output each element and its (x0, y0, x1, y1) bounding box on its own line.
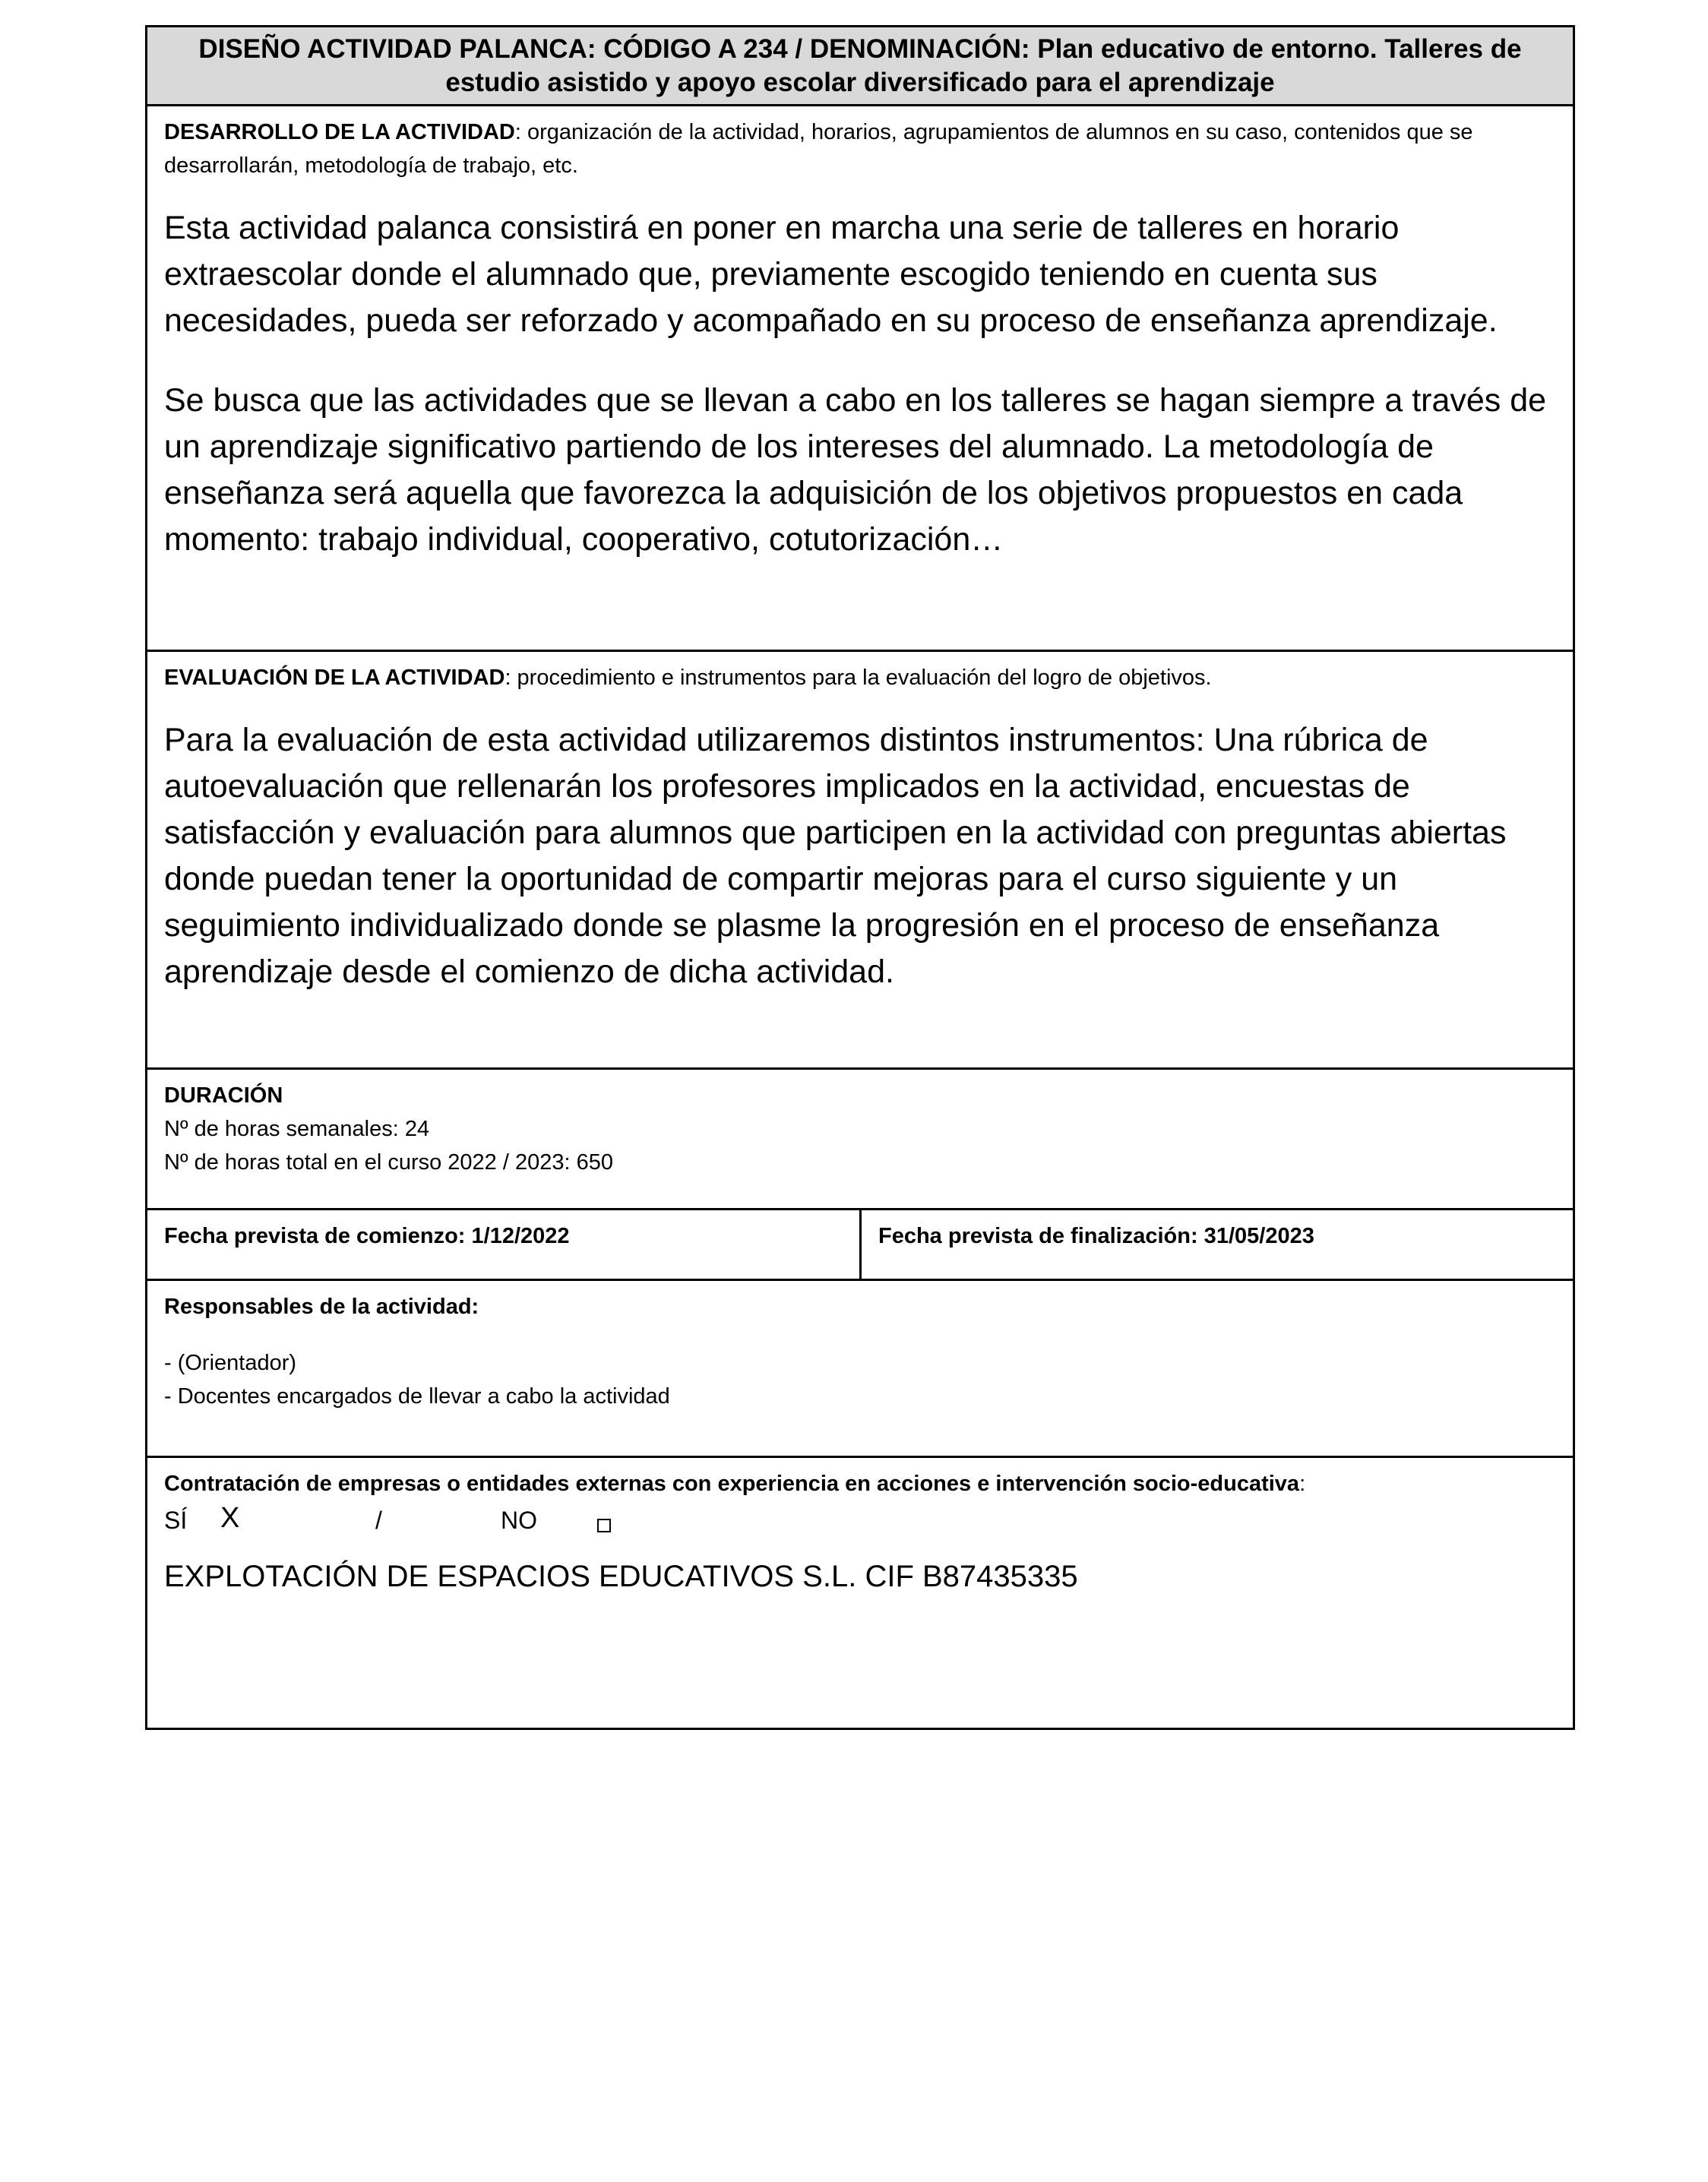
evaluacion-paragraph: Para la evaluación de esta actividad utilizaremos distintos instrumentos: Una rúbrica de autoevaluación que rellenarán los profesores implicados en la actividad, encuestas de satisfacción y evaluación para alumnos que participen en la actividad con preguntas abiertas donde puedan tener la oportunidad de compartir mejoras para el curso siguiente y un seguimiento individualizado donde se plasme la progresión en el proceso de enseñanza aprendizaje desde el comienzo de dicha actividad. (164, 722, 1507, 990)
responsable-item: - (Orientador) (164, 1351, 297, 1375)
desarrollo-label: DESARROLLO DE LA ACTIVIDAD (164, 120, 515, 144)
evaluacion-description: : procedimiento e instrumentos para la evaluación del logro de objetivos. (504, 666, 1212, 690)
si-mark[interactable]: X (220, 1502, 240, 1534)
evaluacion-label: EVALUACIÓN DE LA ACTIVIDAD (164, 666, 505, 690)
contratacion-heading (164, 1467, 1556, 1501)
responsables-label: Responsables de la actividad: (164, 1295, 479, 1319)
responsable-item: - Docentes encargados de llevar a cabo la actividad (164, 1384, 670, 1409)
no-label: NO (501, 1507, 537, 1534)
section-evaluacion (147, 652, 1573, 1070)
desarrollo-paragraph-2: Se busca que las actividades que se llevan a cabo en los talleres se hagan siempre a través de un aprendizaje significativo partiendo de los intereses del alumnado. La metodología de enseñanza será aquella que favorezca la adquisición de los objetivos propuestos en cada momento: trabajo individual, cooperativo, cotutorización… (164, 382, 1547, 558)
contratacion-choice (164, 1501, 1556, 1546)
section-contratacion (147, 1458, 1573, 1728)
empresa-name: EXPLOTACIÓN DE ESPACIOS EDUCATIVOS S.L. CIF B87435335 (164, 1560, 1078, 1593)
desarrollo-heading (164, 115, 1556, 182)
contratacion-label: Contratación de empresas o entidades externas con experiencia en acciones e intervención socio-educativa (164, 1472, 1300, 1496)
section-desarrollo (147, 106, 1573, 652)
duracion-horas-total: Nº de horas total en el curso 2022 / 2023: 650 (164, 1150, 613, 1175)
si-label: SÍ (164, 1507, 188, 1534)
form-title: DISEÑO ACTIVIDAD PALANCA: CÓDIGO A 234 / DENOMINACIÓN: Plan educativo de entorno. Talleres de estudio asistido y apoyo escolar diversificado para el aprendizaje (198, 33, 1522, 97)
desarrollo-description: : organización de la actividad, horarios, agrupamientos de alumnos en su caso, contenidos que se desarrollarán, metodología de trabajo, etc. (164, 120, 1473, 178)
section-responsables (147, 1281, 1573, 1458)
section-fechas (147, 1210, 1573, 1281)
choice-separator: / (375, 1507, 382, 1534)
activity-form (145, 25, 1575, 1730)
fecha-finalizacion: Fecha prevista de finalización: 31/05/2023 (878, 1224, 1314, 1248)
section-duracion (147, 1070, 1573, 1210)
form-header (147, 27, 1573, 106)
checkbox-empty-icon (597, 1519, 611, 1532)
desarrollo-paragraph-1: Esta actividad palanca consistirá en poner en marcha una serie de talleres en horario extraescolar donde el alumnado que, previamente escogido teniendo en cuenta sus necesidades, pueda ser reforzado y acompañado en su proceso de enseñanza aprendizaje. (164, 210, 1498, 339)
contratacion-colon: : (1299, 1472, 1306, 1496)
fecha-comienzo: Fecha prevista de comienzo: 1/12/2022 (147, 1210, 862, 1279)
duracion-horas-semanales: Nº de horas semanales: 24 (164, 1117, 430, 1141)
duracion-label: DURACIÓN (164, 1083, 283, 1108)
evaluacion-heading (164, 661, 1556, 694)
